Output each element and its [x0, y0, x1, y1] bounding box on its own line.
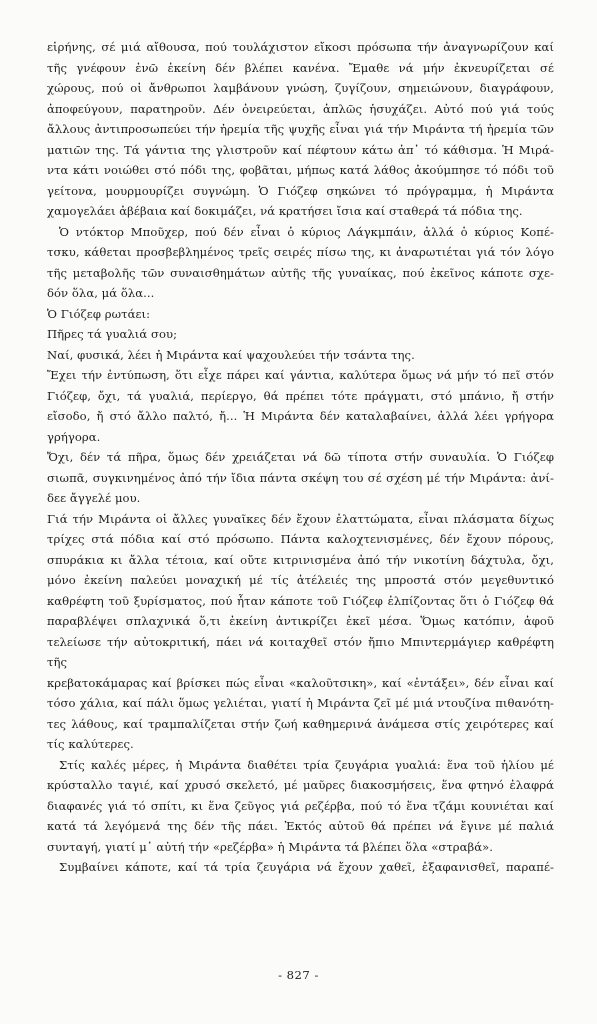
- text-line: διαφανές γιά τό σπίτι, κι ἕνα ζεῦγος γιά ρεζέρβα, πού τό ἕνα τζάμι κουνιέται καί: [47, 798, 554, 813]
- text-line: τες λάθους, καί τραμπαλίζεται στήν ζωή καθημερινά ἀνάμεσα στίς χειρότερες καί: [47, 716, 554, 731]
- text-line: ἄλλους ἀντιπροσωπεύει τήν ἠρεμία τῆς ψυχῆς εἶναι γιά τήν Μιράντα τή ἠρεμία τῶν: [47, 122, 554, 136]
- text-line: χαμογελάει ἀβέβαια καί δοκιμάζει, νά κρατήσει ἴσια καί σταθερά τά πόδια της.: [47, 204, 523, 218]
- text-line: σιωπᾶ, συγκινημένος ἀπό τήν ἴδια πάντα σκέψη του σέ σχέση μέ τήν Μιράντα: ἀνί-: [47, 470, 554, 485]
- text-line: ἀποφεύγουν, παρατηροῦν. Δέν ὀνειρεύεται, ἁπλῶς ἡσυχάζει. Αὐτό πού γιά τούς: [47, 101, 554, 116]
- text-line: τίς καλύτερες.: [47, 737, 134, 751]
- text-line: Ναί, φυσικά, λέει ἡ Μιράντα καί ψαχουλεύει τήν τσάντα της.: [47, 347, 415, 362]
- body-text: [47, 37, 554, 878]
- text-line: τρίχες στά πόδια καί στό πρόσωπο. Πάντα καλοχτενισμένες, δέν ἔχουν πόρους,: [47, 532, 554, 546]
- text-line: ματιῶν της. Τά γάντια της γλιστροῦν καί πέφτουν κάτω ἀπ᾽ τό κάθισμα. Ἡ Μιρά-: [47, 142, 554, 157]
- text-line: δόν ὅλα, μά ὅλα...: [47, 286, 155, 300]
- text-line: τῆς μεταβολῆς τῶν συναισθημάτων αὐτῆς τῆς γυναίκας, πού ἐκεῖνος κάποτε σχε-: [47, 265, 554, 280]
- text-line: σπυράκια κι ἄλλα τέτοια, καί οὔτε κιτρινισμένα ἀπό τήν νικοτίνη δάχτυλα, ὄχι,: [47, 552, 554, 567]
- text-line: συνταγή, γιατί μ᾽ αὐτή τήν «ρεζέρβα» ἡ Μιράντα τά βλέπει ὅλα «στραβά».: [47, 839, 494, 854]
- text-line: Συμβαίνει κάποτε, καί τά τρία ζευγάρια νά ἔχουν χαθεῖ, ἐξαφανισθεῖ, παραπέ-: [59, 860, 554, 874]
- text-line: τῆς γνέφουν ἐνῶ ἐκείνη δέν βλέπει κανένα. Ἔμαθε νά μήν ἐκνευρίζεται σέ: [47, 60, 554, 75]
- text-line: τελείωσε τήν αὐτοκριτική, πάει νά κοιταχθεῖ στόν ἤπιο Μπιντερμάγιερ καθρέφτη τῆς: [47, 634, 554, 669]
- text-line: Γιόζεφ, ὄχι, τά γυαλιά, περίεργο, θά πρέπει τότε πράγματι, στό μπάνιο, ἤ στήν: [47, 388, 554, 403]
- text-line: δεε ἄγγελέ μου.: [47, 491, 141, 505]
- text-line: γρήγορα.: [47, 429, 101, 444]
- page-number: - 827 -: [278, 968, 319, 982]
- text-line: εἴσοδο, ἤ στό ἄλλο παλτό, ἤ... Ἡ Μιράντα δέν καταλαβαίνει, ἀλλά λέει γρήγορα: [47, 409, 554, 423]
- text-line: κατά τά λεγόμενά της δέν τῆς πάει. Ἐκτός αὐτοῦ θά πρέπει νά ἔγινε μέ παλιά: [47, 819, 554, 833]
- text-line: Ὁ ντόκτορ Μποῦχερ, πού δέν εἶναι ὁ κύριος Λάγκμπάιν, ἀλλά ὁ κύριος Κοπέ-: [59, 224, 554, 239]
- text-line: καθρέφτη τοῦ ξυρίσματος, πού ἦταν κάποτε τοῦ Γιόζεφ ἐλπίζοντας ὅτι ὁ Γιόζεφ θά: [47, 593, 554, 608]
- text-line: Ὄχι, δέν τά πῆρα, ὅμως δέν χρειάζεται νά δῶ τίποτα στήν συναυλία. Ὁ Γιόζεφ: [47, 450, 554, 464]
- text-line: τόσο χάλια, καί πάλι ὅμως γελιέται, γιατί ἡ Μιράντα ζεῖ μέ μιά ντουζίνα πιθανότη-: [47, 696, 554, 710]
- text-line: χώρους, πού οἱ ἄνθρωποι λαμβάνουν γνώση, ζυγίζουν, σημειώνουν, διαγράφουν,: [47, 81, 554, 95]
- text-line: Ὁ Γιόζεφ ρωτάει:: [47, 306, 151, 321]
- text-line: γείτονα, μουρμουρίζει συγνώμη. Ὁ Γιόζεφ σηκώνει τό πρόγραμμα, ἡ Μιράντα: [47, 183, 554, 198]
- text-line: παραβλέψει σπλαχνικά ὅ,τι ἐκείνη ἀντικρίζει ἐκεῖ μέσα. Ὅμως κατόπιν, ἀφοῦ: [47, 614, 554, 628]
- text-line: τσκυ, κάθεται προσβεβλημένος τρεῖς σειρές πίσω της, κι ἀναρωτιέται γιά τόν λόγο: [47, 245, 554, 259]
- text-line: κρεβατοκάμαρας καί βρίσκει πώς εἶναι «καλοῦτσικη», καί «ἐντάξει», δέν εἶναι καί: [47, 675, 554, 690]
- text-line: Γιά τήν Μιράντα οἱ ἄλλες γυναῖκες δέν ἔχουν ἐλαττώματα, εἶναι πλάσματα δίχως: [47, 511, 554, 526]
- text-line: μόνο ἐκείνη παλεύει μοναχική μέ τίς ἀτέλειές της μπροστά στόν μεγεθυντικό: [47, 573, 554, 587]
- text-line: κρύσταλλο ταγιέ, καί χρυσό σκελετό, μέ μαῦρες διακοσμήσεις, ἕνα φτηνό ἐλαφρά: [47, 778, 554, 792]
- text-line: Στίς καλές μέρες, ἡ Μιράντα διαθέτει τρία ζευγάρια γυαλιά: ἕνα τοῦ ἡλίου μέ: [59, 757, 554, 772]
- text-line: Ἔχει τήν ἐντύπωση, ὅτι εἶχε πάρει καί γάντια, καλύτερα ὅμως νά μήν τό πεῖ στόν: [47, 368, 554, 382]
- text-line: ντα κάτι νοιώθει στό πόδι της, φοβᾶται, μήπως κατά λάθος ἀκούμπησε τό πόδι τοῦ: [47, 163, 554, 177]
- text-line: Πῆρες τά γυαλιά σου;: [47, 327, 178, 341]
- text-line: εἰρήνης, σέ μιά αἴθουσα, πού τουλάχιστον εἴκοσι πρόσωπα τήν ἀναγνωρίζουν καί: [47, 40, 554, 54]
